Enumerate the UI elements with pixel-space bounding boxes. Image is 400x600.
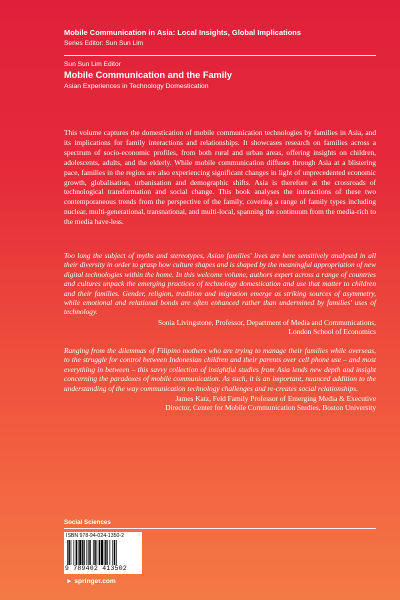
book-editor: Sun Sun Lim Editor xyxy=(64,61,121,68)
quote-attribution-line: Sonia Livingstone, Professor, Department of Media and Communications, xyxy=(158,317,376,327)
book-title: Mobile Communication and the Family xyxy=(64,70,232,80)
isbn-barcode xyxy=(64,532,142,574)
barcode-digits: 9 789402 413502 xyxy=(65,565,128,572)
series-block xyxy=(64,28,374,47)
divider-top xyxy=(64,55,376,56)
quote-attribution xyxy=(64,318,376,337)
divider-bottom xyxy=(64,528,376,529)
subject-category: Social Sciences xyxy=(64,519,111,526)
quote-text: Too long the subject of myths and stereotypes, Asian families' lives are here sensitively analysed in all their diversity in order to grasp how culture shapes and is shaped by the meaningful appropriation of new digital technologies within the home. In this welcome volume, authors expert across a range of countries and cultures unpack the emerging practices of technology domestication and use that matter to children and their families. Gender, religion, tradition and migration emerge as striking sources of asymmetry, while emotional and relational bonds are often enhanced rather than undermined by families' uses of technology. xyxy=(64,251,376,317)
quote-attribution xyxy=(64,394,376,413)
quote-attribution-line: James Katz, Feld Family Professor of Emerging Media & Executive xyxy=(175,394,376,404)
series-title: Mobile Communication in Asia: Local Insights, Global Implications xyxy=(64,28,302,37)
series-editor: Series Editor: Sun Sun Lim xyxy=(64,40,144,47)
endorsement-quote xyxy=(64,346,376,413)
book-subtitle: Asian Experiences in Technology Domestication xyxy=(64,83,209,90)
endorsement-quote xyxy=(64,251,376,337)
quote-attribution-line: Director, Center for Mobile Communication Studies, Boston University xyxy=(165,403,376,413)
quote-attribution-line: London School of Economics xyxy=(288,327,376,337)
arrow-right-icon: ► xyxy=(66,578,73,585)
book-description: This volume captures the domestication of mobile communication technologies by families in Asia, and its implications for family interactions and relationships. It showcases research on families across a spectrum of socio-economic profiles, from both rural and urban areas, offering insights on children, adolescents, adults, and the elderly. While mobile communication diffuses through Asia at a blistering pace, families in the region are also experiencing significant changes in light of unprecedented economic growth, globalisation, urbanisation and demographic shifts. Asia is therefore at the crossroads of technological transformation and social change. This book analyses the interactions of these two contemporaneous trends from the perspective of the family, covering a range of family types including nuclear, multi-generational, transnational, and multi-local, spanning the continuum from the media-rich to the media have-less. xyxy=(64,128,376,227)
publisher-url: springer.com xyxy=(74,578,116,585)
barcode-icon xyxy=(66,540,140,565)
publisher-link[interactable] xyxy=(66,578,116,585)
quote-text: Ranging from the dilemmas of Filipino mothers who are trying to manage their families while overseas, to the struggle for control between Indonesian children and their parents over cell phone use – and most everything in between – this savvy collection of insightful studies from Asia lends new depth and insight concerning the paradoxes of mobile communication. As such, it is an important, nuanced addition to the understanding of the way communication technology challenges and re-creates social relationships. xyxy=(64,346,376,393)
isbn-label: ISBN 978-94-024-1350-2 xyxy=(66,533,124,539)
book-heading xyxy=(64,61,374,90)
